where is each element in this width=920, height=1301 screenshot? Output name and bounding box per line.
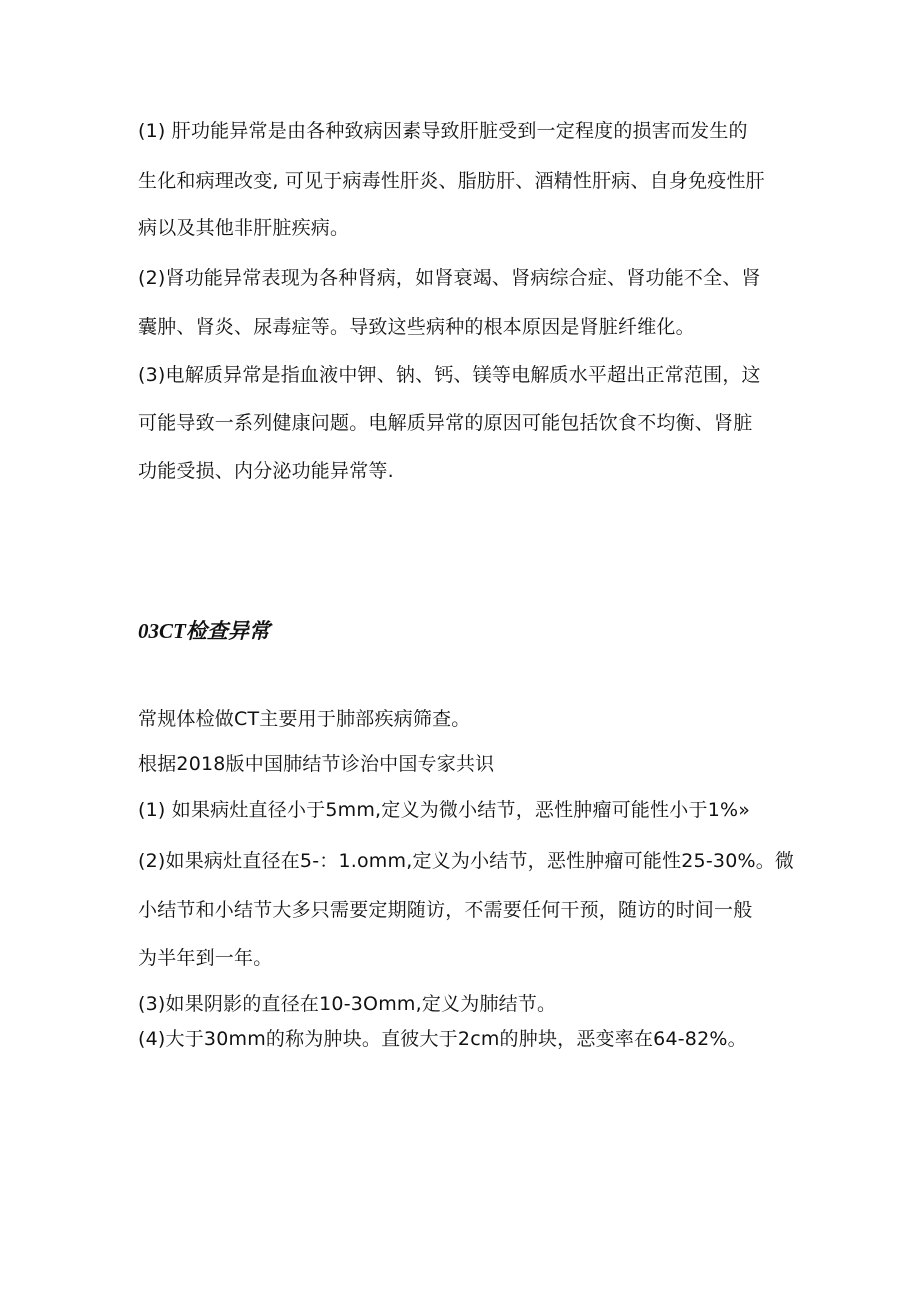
text-line: (1) 如果病灶直径小于5mm,定义为微小结节，恶性肿瘤可能性小于1%» (138, 799, 751, 821)
text-line: (1) 肝功能异常是由各种致病因素导致肝脏受到一定程度的损害而发生的 (138, 120, 748, 142)
text-line: 为半年到一年。 (138, 947, 273, 969)
text-line: (2)如果病灶直径在5-：1.omm,定义为小结节，恶性肿瘤可能性25-30%。微 (138, 850, 795, 872)
text-line: 功能受损、内分泌功能异常等. (138, 460, 394, 482)
text-line: 小结节和小结节大多只需要定期随访，不需要任何干预，随访的时间一般 (138, 899, 753, 921)
text-line: (2)肾功能异常表现为各种肾病，如肾衰竭、肾病综合症、肾功能不全、肾 (138, 267, 761, 289)
text-line: 可能导致一系列健康问题。电解质异常的原因可能包括饮食不均衡、肾脏 (138, 412, 753, 434)
section-heading: 03CT检查异常 (138, 619, 270, 643)
text-line: 病以及其他非肝脏疾病。 (138, 217, 350, 239)
text-line: 囊肿、肾炎、尿毒症等。导致这些病种的根本原因是肾脏纤维化。 (138, 316, 695, 338)
text-line: (3)电解质异常是指血液中钾、钠、钙、镁等电解质水平超出正常范围，这 (138, 364, 761, 386)
text-line: (3)如果阴影的直径在10-3Omm,定义为肺结节。 (138, 993, 557, 1015)
intro-text: 常规体检做CT主要用于肺部疾病筛查。 (138, 708, 471, 730)
basis-text: 根据2018版中国肺结节诊治中国专家共识 (138, 753, 495, 775)
text-line: (4)大于30mm的称为肿块。直彼大于2cm的肿块，恶变率在64-82%。 (138, 1028, 747, 1050)
text-line: 生化和病理改变, 可见于病毒性肝炎、脂肪肝、酒精性肝病、自身免疫性肝 (138, 170, 765, 192)
